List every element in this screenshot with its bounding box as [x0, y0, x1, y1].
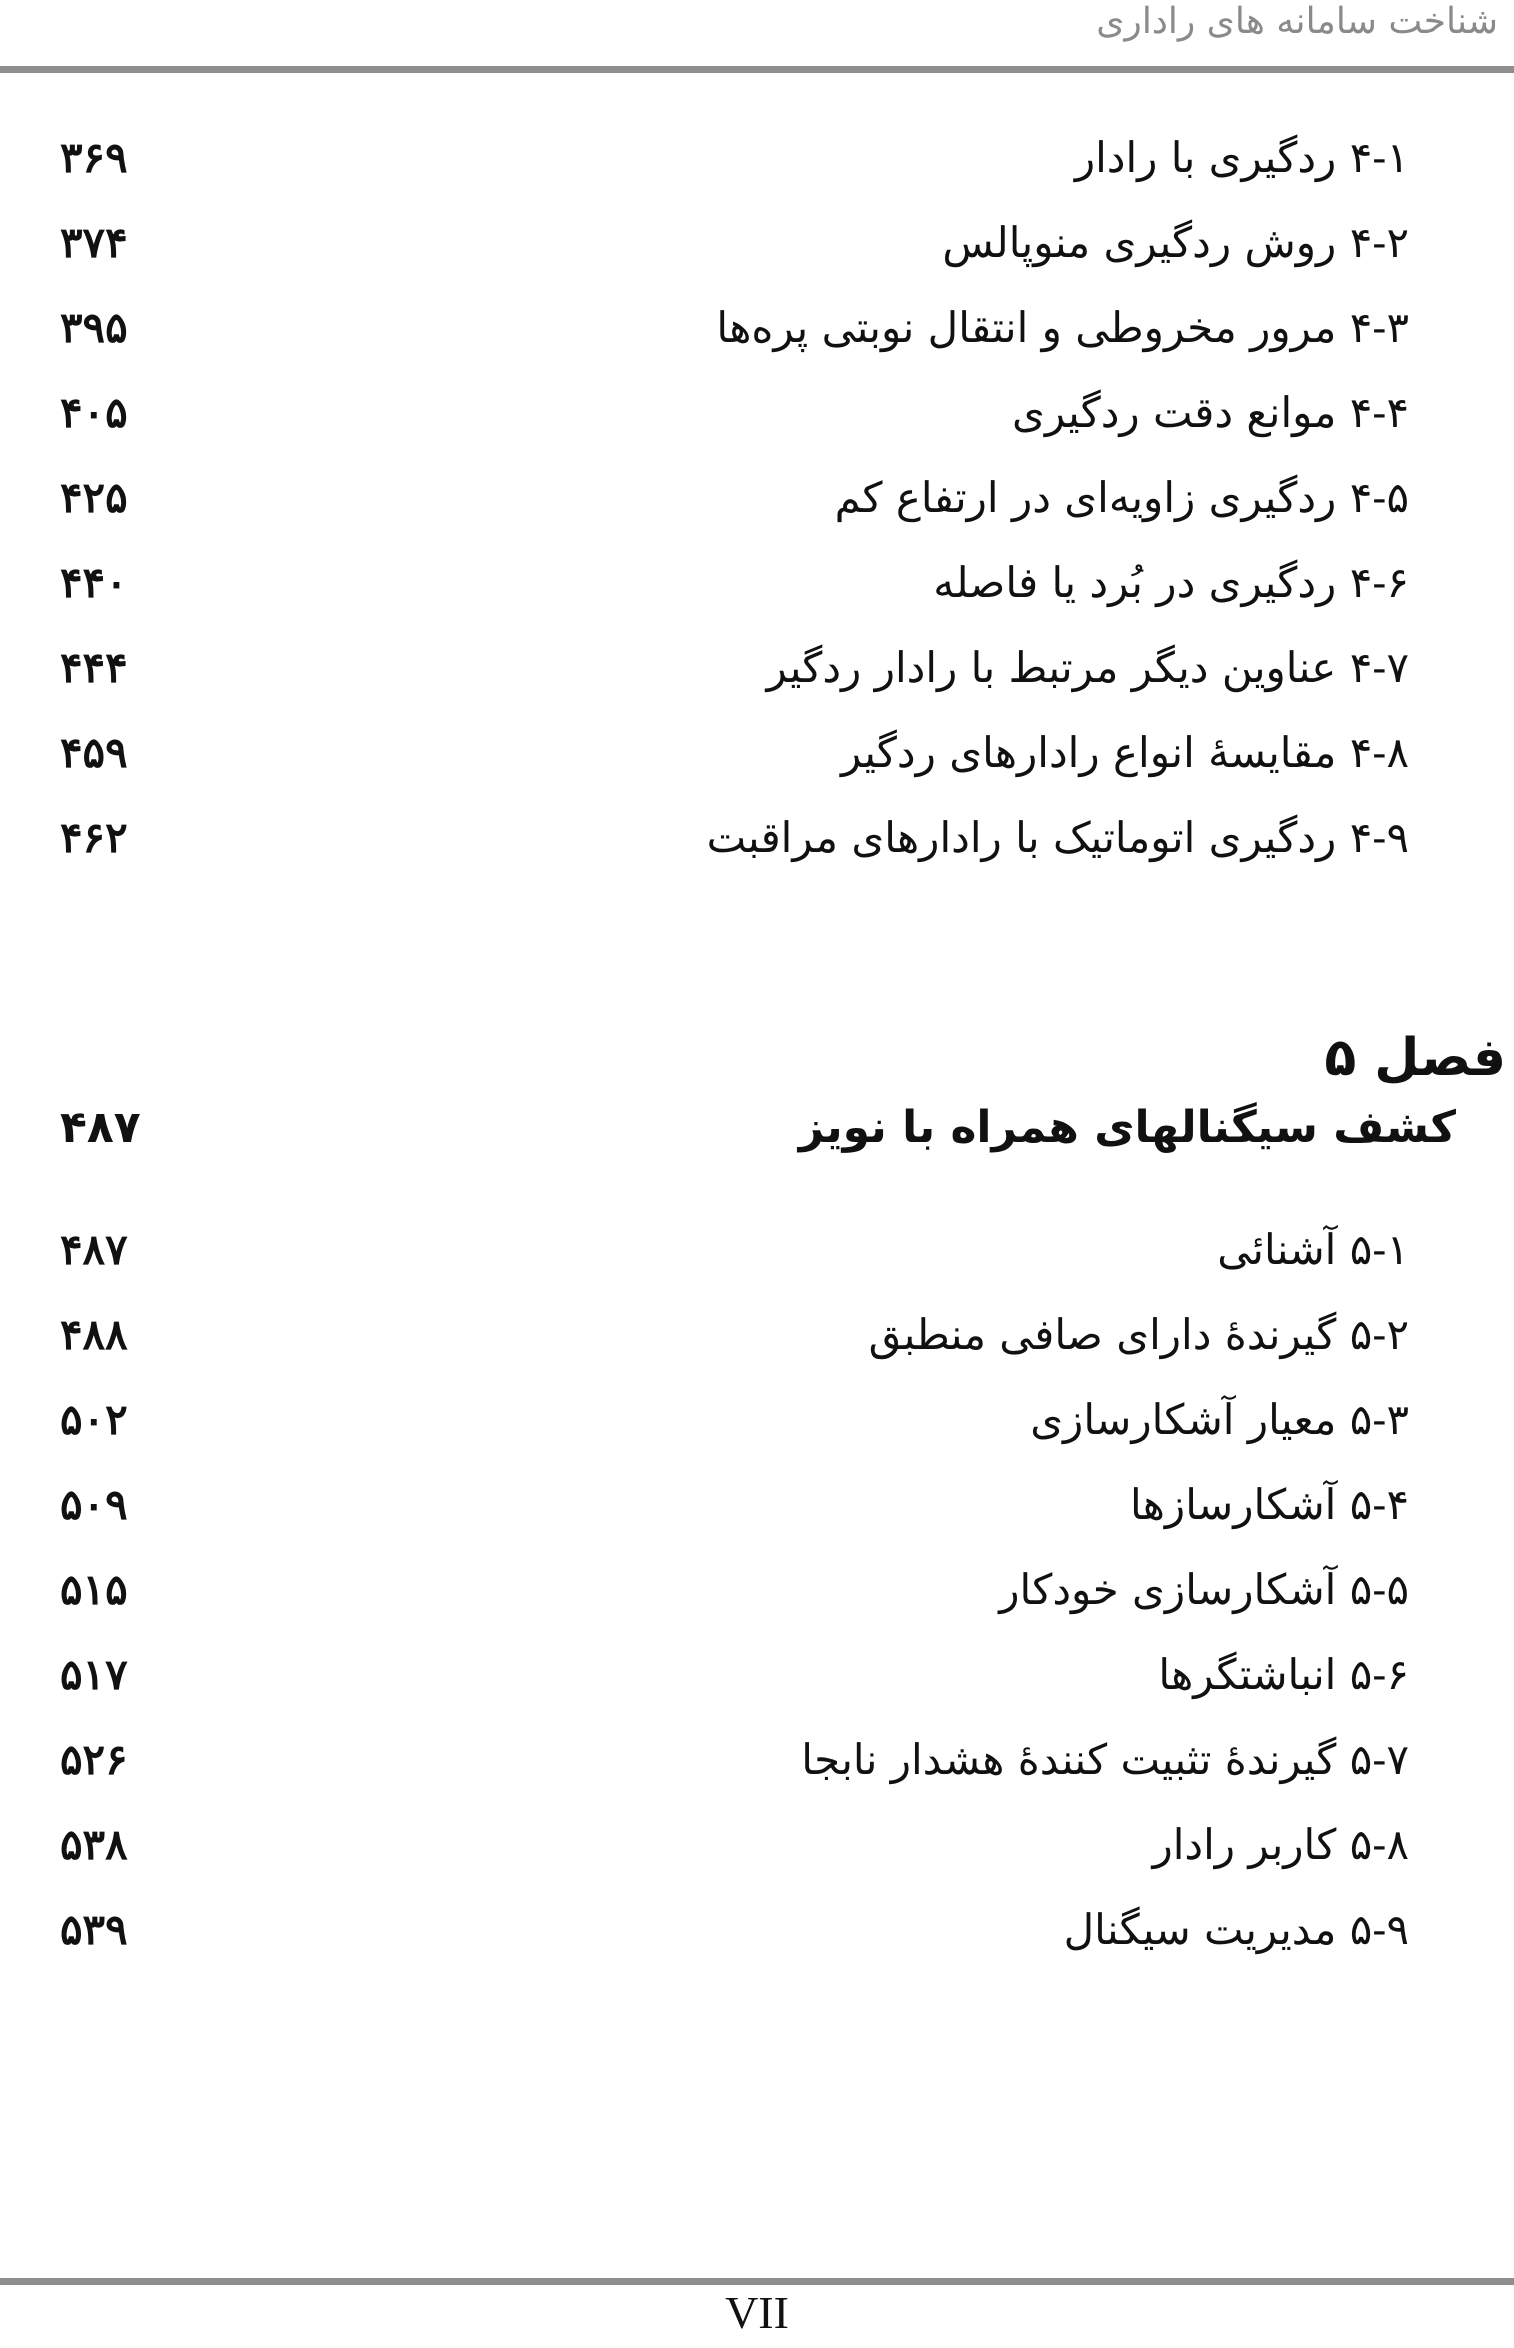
page-number: VII: [725, 2287, 789, 2338]
running-header: شناخت سامانه های راداری: [1096, 1, 1498, 42]
chapter-section-page: ۴۸۷: [60, 1102, 141, 1153]
toc-entry-title: ۵-۹ مدیریت سیگنال: [1063, 1905, 1409, 1954]
toc-entry: [0, 455, 1514, 540]
toc-entry-page: ۴۸۷: [60, 1225, 128, 1274]
toc-entry-page: ۴۵۹: [60, 728, 128, 777]
toc-entry: [0, 625, 1514, 710]
toc-entry-title: ۵-۳ معیار آشکارسازی: [1030, 1395, 1409, 1444]
toc-entry-title: ۴-۴ موانع دقت ردگیری: [1012, 388, 1409, 437]
toc-entry: [0, 1547, 1514, 1632]
toc-entry-page: ۵۲۶: [60, 1735, 128, 1784]
toc-entry-title: ۵-۶ انباشتگرها: [1158, 1650, 1409, 1699]
toc-entry: [0, 1887, 1514, 1972]
toc-entry: [0, 285, 1514, 370]
chapter-section-title: کشف سیگنالهای همراه با نویز: [798, 1102, 1456, 1153]
toc-entry-page: ۴۴۴: [60, 643, 128, 692]
chapter5-toc-list: [0, 1207, 1514, 1972]
toc-entry-page: ۳۶۹: [60, 133, 128, 182]
toc-entry-title: ۴-۷ عناوین دیگر مرتبط با رادار ردگیر: [766, 643, 1409, 692]
toc-entry: [0, 540, 1514, 625]
toc-entry-title: ۵-۴ آشکارسازها: [1129, 1480, 1409, 1529]
toc-entry-page: ۵۳۹: [60, 1905, 128, 1954]
chapter4-toc-list: [0, 115, 1514, 880]
toc-entry-title: ۵-۱ آشنائی: [1217, 1225, 1409, 1274]
toc-entry-title: ۵-۸ کاربر رادار: [1152, 1820, 1409, 1869]
toc-entry: [0, 1377, 1514, 1462]
toc-entry-title: ۴-۹ ردگیری اتوماتیک با رادارهای مراقبت: [706, 813, 1409, 862]
chapter-section-title-row: [0, 1085, 1514, 1170]
toc-entry: [0, 115, 1514, 200]
toc-entry-page: ۵۱۵: [60, 1565, 128, 1614]
toc-entry-page: ۴۲۵: [60, 473, 128, 522]
toc-entry: [0, 1632, 1514, 1717]
toc-entry-page: ۳۹۵: [60, 303, 128, 352]
toc-entry-title: ۵-۷ گیرندهٔ تثبیت کنندهٔ هشدار نابجا: [801, 1735, 1409, 1784]
toc-entry-page: ۴۴۰: [60, 558, 128, 607]
toc-entry-page: ۴۶۲: [60, 813, 128, 862]
toc-entry: [0, 1462, 1514, 1547]
toc-entry: [0, 1717, 1514, 1802]
toc-entry-title: ۴-۶ ردگیری در بُرد یا فاصله: [933, 558, 1409, 607]
toc-entry-page: ۵۰۲: [60, 1395, 128, 1444]
toc-entry-page: ۵۱۷: [60, 1650, 128, 1699]
toc-entry-title: ۵-۵ آشکارسازی خودکار: [999, 1565, 1409, 1614]
toc-entry-page: ۴۸۸: [60, 1310, 128, 1359]
toc-entry-page: ۴۰۵: [60, 388, 128, 437]
toc-entry: [0, 200, 1514, 285]
toc-entry: [0, 370, 1514, 455]
toc-entry: [0, 1802, 1514, 1887]
toc-entry: [0, 1207, 1514, 1292]
toc-entry-page: ۵۰۹: [60, 1480, 128, 1529]
toc-entry-title: ۴-۵ ردگیری زاویه‌ای در ارتفاع کم: [834, 473, 1409, 522]
toc-entry-title: ۴-۳ مرور مخروطی و انتقال نوبتی پره‌ها: [716, 303, 1409, 352]
toc-entry: [0, 795, 1514, 880]
toc-entry-title: ۴-۱ ردگیری با رادار: [1074, 133, 1409, 182]
toc-entry-page: ۳۷۴: [60, 218, 128, 267]
header-rule: [0, 66, 1514, 73]
chapter-heading: فصل ۵: [1324, 1028, 1506, 1088]
toc-entry-title: ۵-۲ گیرندهٔ دارای صافی منطبق: [868, 1310, 1409, 1359]
toc-entry: [0, 1292, 1514, 1377]
toc-entry-title: ۴-۸ مقایسهٔ انواع رادارهای ردگیر: [841, 728, 1409, 777]
toc-entry-page: ۵۳۸: [60, 1820, 128, 1869]
toc-entry-title: ۴-۲ روش ردگیری منوپالس: [942, 218, 1409, 267]
toc-entry: [0, 710, 1514, 795]
